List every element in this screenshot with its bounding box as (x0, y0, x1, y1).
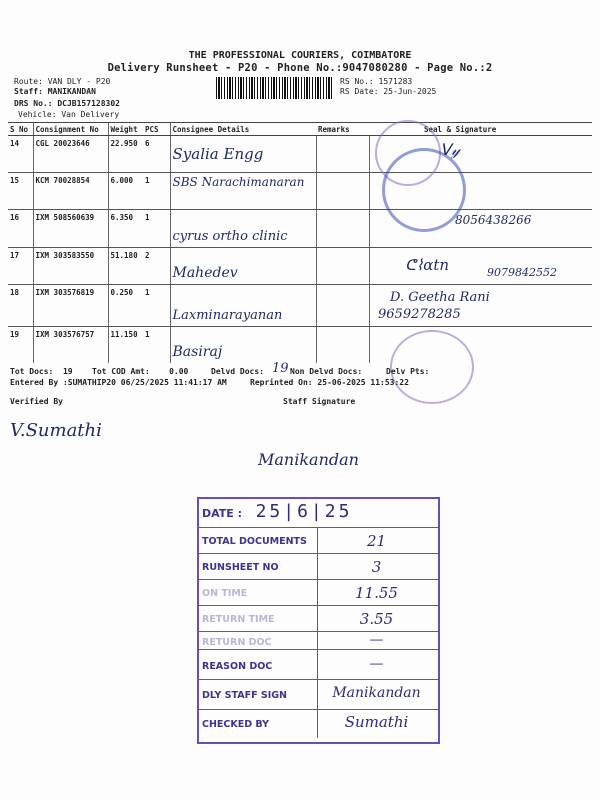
weight: 6.000 (108, 173, 143, 210)
consignment-no: IXM 508560639 (33, 210, 108, 248)
reprinted-on: Reprinted On: 25-06-2025 11:53:22 (250, 378, 409, 387)
stamp-row (199, 679, 438, 701)
consignee-handwriting: SBS Narachimanaran (172, 175, 305, 189)
sno: 15 (8, 173, 33, 210)
sno: 19 (10, 330, 20, 339)
pcs: 2 (143, 248, 170, 285)
company-name: THE PROFESSIONAL COURIERS, COIMBATORE (188, 50, 412, 61)
receiver-phone: 9659278285 (378, 307, 461, 322)
table-header-row (8, 123, 592, 136)
stamp-row (199, 605, 438, 628)
non-delivered-docs: Non Delvd Docs: (290, 367, 363, 376)
sno: 14 (8, 136, 33, 173)
stamp-row-value: 11.55 (355, 584, 398, 602)
sno: 17 (8, 248, 33, 285)
consignee-handwriting: Mahedev (172, 265, 238, 281)
vehicle: Vehicle: Van Delivery (18, 110, 120, 119)
stamp-row-label: RETURN DOC (202, 637, 272, 648)
col-remarks: Remarks (316, 123, 369, 136)
stamp-row (199, 527, 438, 550)
rs-number: RS No.: 1571283 (340, 77, 413, 86)
pcs: 6 (143, 136, 170, 173)
table-row (8, 136, 592, 173)
entered-by: Entered By :SUMATHIP20 06/25/2025 11:41:17 AM (10, 378, 227, 387)
pcs: 1 (143, 210, 170, 248)
stamp-row-value: 21 (366, 532, 387, 550)
pcs: 1 (145, 330, 150, 339)
verifier-signature: V.Sumathi (10, 420, 102, 441)
weight: 51.180 (108, 248, 143, 285)
weight: 22.950 (108, 136, 143, 173)
staff-signature: Manikandan (258, 450, 359, 469)
stamp-row-value: Sumathi (344, 713, 409, 731)
stamp-date-value: 25|6|25 (255, 501, 353, 522)
delivered-docs: Delvd Docs: (211, 367, 264, 376)
stamp-row-value: Manikandan (332, 685, 421, 701)
stamp-row (199, 579, 438, 602)
consignee-handwriting: Basiraj (172, 344, 223, 360)
delivery-stamp-box (197, 497, 440, 744)
total-cod: Tot COD Amt: 0.00 (92, 367, 189, 376)
col-consignment: Consignment No (33, 123, 108, 136)
table-row (8, 327, 592, 364)
rs-date: RS Date: 25-Jun-2025 (340, 87, 437, 96)
stamp-divider (317, 527, 318, 738)
verified-by-label: Verified By (10, 397, 63, 406)
sno: 18 (8, 285, 33, 327)
consignment-no: IXM 303576819 (33, 285, 108, 327)
col-sno: S No (8, 123, 33, 136)
stamp-row-label: TOTAL DOCUMENTS (202, 536, 307, 547)
stamp-row-label: RUNSHEET NO (202, 562, 279, 573)
delivered-docs-handwritten: 19 (272, 361, 289, 376)
stamp-row (199, 553, 438, 576)
stamp-row-label: CHECKED BY (202, 719, 270, 730)
stamp-row-label: DLY STAFF SIGN (202, 690, 287, 701)
stamp-row-label: ON TIME (202, 588, 248, 599)
stamp-row-label: REASON DOC (202, 661, 273, 672)
table-row (8, 285, 592, 327)
stamp-row-value: 3.55 (359, 610, 394, 628)
weight: 6.350 (108, 210, 143, 248)
stamp-row (199, 649, 438, 672)
stamp-row (199, 631, 438, 648)
staff: Staff: MANIKANDAN (14, 87, 96, 96)
staff-signature-label: Staff Signature (283, 397, 356, 406)
table-row (8, 173, 592, 210)
stamp-row-value: — (369, 632, 384, 648)
signature-scribble: ᕦ⌇ɑtn (405, 256, 450, 274)
receiver-name: D. Geetha Rani (390, 290, 490, 305)
col-consignee: Consignee Details (170, 123, 316, 136)
route: Route: VAN DLY - P20 (14, 77, 111, 86)
consignee-handwriting: cyrus ortho clinic (172, 229, 288, 244)
consignment-no: KCM 70028854 (33, 173, 108, 210)
col-seal: Seal & Signature (369, 123, 592, 136)
stamp-date-label: DATE : (202, 507, 243, 520)
consignee-handwriting: Laxminarayanan (172, 308, 283, 323)
delivery-points: Delv Pts: (386, 367, 430, 376)
pcs: 1 (143, 173, 170, 210)
weight: 0.250 (108, 285, 143, 327)
consignment-no: CGL 20023646 (33, 136, 108, 173)
drs-number: DRS No.: DCJB157128302 (14, 99, 120, 108)
pcs: 1 (143, 285, 170, 327)
stamp-row-label: RETURN TIME (202, 614, 275, 625)
stamp-row (199, 709, 438, 731)
col-weight: Weight (108, 123, 143, 136)
company-seal-stamp (382, 148, 466, 232)
consignment-no: IXM 303583550 (33, 248, 108, 285)
consignment-no: IXM 303576757 (33, 327, 108, 364)
barcode (216, 77, 332, 99)
consignee-handwriting: Syalia Engg (172, 145, 264, 163)
runsheet-title: Delivery Runsheet - P20 - Phone No.:9047080280 - Page No.:2 (107, 62, 493, 74)
runsheet-table (8, 122, 592, 363)
receiver-phone: 9079842552 (487, 266, 557, 279)
total-docs: Tot Docs: 19 (10, 367, 73, 376)
stamp-row-value: — (369, 656, 384, 672)
signature-scribble: ᐯ𝓎 (440, 140, 461, 159)
col-pcs: PCS (143, 123, 170, 136)
weight: 11.150 (108, 327, 143, 364)
sno: 16 (8, 210, 33, 248)
receiver-phone: 8056438266 (455, 213, 532, 227)
stamp-row-value: 3 (371, 558, 382, 576)
